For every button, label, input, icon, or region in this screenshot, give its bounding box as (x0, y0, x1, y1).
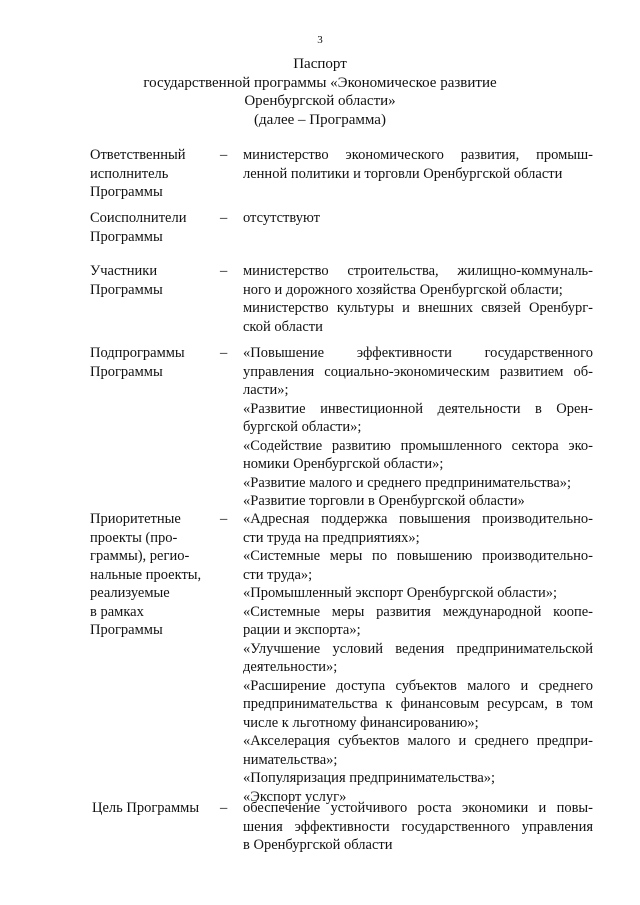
content-line: в Оренбургской области (243, 837, 393, 853)
row-content (243, 146, 593, 183)
content-line: «Улучшение условий ведения предпринимательской (243, 640, 593, 657)
row-label-line: граммы), регио- (90, 548, 190, 564)
row-label-line: реализуемые (90, 585, 170, 601)
content-line: обеспечение устойчивого роста экономики и повы- (243, 800, 593, 816)
content-line: «Повышение эффективности государственного (243, 345, 593, 361)
row-label (90, 262, 218, 299)
content-paragraph (243, 437, 593, 474)
row-content (243, 799, 593, 855)
row-label-line: Цель Программы (92, 800, 200, 816)
content-line: «Промышленный экспорт Оренбургской области»; (243, 585, 558, 601)
content-line: «Популяризация предпринимательства»; (243, 770, 496, 786)
row-label-line: Программы (90, 363, 163, 380)
content-line: сти труда»; (243, 566, 313, 583)
row-dash: – (220, 345, 228, 361)
content-line: «Акселерация субъектов малого и среднего предпри- (243, 733, 593, 749)
row-dash: – (220, 210, 228, 226)
row-content (243, 209, 593, 228)
row-label-line: исполнитель (90, 165, 169, 182)
row-label-line: Подпрограммы (90, 345, 185, 361)
document-subtitle-line: Оренбургской области» (244, 93, 396, 109)
content-paragraph (243, 510, 593, 547)
content-paragraph (243, 400, 593, 437)
content-line: ласти»; (243, 382, 289, 398)
row-label-line: Программы (90, 184, 163, 200)
content-paragraph (243, 603, 593, 640)
row-label (90, 146, 218, 202)
row-label-line: Приоритетные (90, 511, 181, 527)
content-paragraph (243, 474, 593, 493)
row-dash: – (220, 800, 228, 816)
content-line: ленной политики и торговли Оренбургской области (243, 165, 563, 182)
content-line: «Развитие торговли в Оренбургской области» (243, 493, 525, 509)
row-label (90, 209, 218, 246)
content-paragraph (243, 547, 593, 584)
content-paragraph (243, 344, 593, 400)
document-title: Паспорт (293, 56, 347, 72)
content-line: рации и экспорта»; (243, 622, 361, 638)
content-paragraph (243, 209, 593, 228)
content-line: ской области (243, 318, 323, 335)
content-paragraph (243, 146, 593, 183)
row-label-line: в рамках (90, 603, 144, 620)
content-paragraph (243, 299, 593, 336)
document-subtitle-line: государственной программы «Экономическое развитие (143, 74, 497, 91)
row-label (90, 344, 218, 381)
row-content (243, 510, 593, 806)
content-line: «Развитие инвестиционной деятельности в Орен- (243, 400, 593, 417)
content-line: министерство строительства, жилищно-коммуналь- (243, 263, 593, 279)
row-dash: – (220, 147, 228, 163)
content-line: ного и дорожного хозяйства Оренбургской области; (243, 281, 563, 298)
content-line: «Развитие малого и среднего предпринимательства»; (243, 474, 571, 491)
content-line: управления социально-экономическим развитием об- (243, 363, 593, 380)
page-number: 3 (317, 34, 323, 46)
row-label-line: Соисполнители (90, 210, 187, 226)
row-label-line: проекты (про- (90, 529, 178, 546)
content-line: сти труда на предприятиях»; (243, 529, 420, 546)
content-line: «Расширение доступа субъектов малого и среднего (243, 677, 593, 694)
content-line: отсутствуют (243, 210, 320, 226)
content-paragraph (243, 584, 593, 603)
content-line: «Системные меры по повышению производительно- (243, 548, 593, 564)
content-line: министерство культуры и внешних связей Оренбург- (243, 300, 593, 316)
row-label-line: Программы (90, 228, 163, 245)
content-paragraph (243, 769, 593, 788)
row-label (90, 510, 218, 640)
content-line: «Содействие развитию промышленного сектора эко- (243, 437, 593, 454)
content-line: числе к льготному финансированию»; (243, 714, 479, 731)
row-content (243, 262, 593, 336)
content-paragraph (243, 492, 593, 511)
content-line: «Адресная поддержка повышения производительно- (243, 511, 593, 527)
content-paragraph (243, 262, 593, 299)
content-line: «Экспорт услуг» (243, 788, 347, 805)
document-title-block (0, 55, 640, 129)
row-label-line: Программы (90, 281, 163, 298)
row-dash: – (220, 511, 228, 527)
content-paragraph (243, 640, 593, 677)
content-line: бургской области»; (243, 419, 362, 435)
content-line: шения эффективности государственного управления (243, 818, 593, 835)
content-line: номики Оренбургской области»; (243, 456, 444, 472)
content-line: министерство экономического развития, промыш- (243, 147, 593, 163)
row-dash: – (220, 263, 228, 279)
content-line: деятельности»; (243, 659, 338, 675)
row-label-line: Ответственный (90, 147, 186, 163)
content-paragraph (243, 732, 593, 769)
content-line: «Системные меры развития международной коопе- (243, 603, 593, 620)
row-label-line: Программы (90, 622, 163, 638)
row-content (243, 344, 593, 511)
content-paragraph (243, 799, 593, 855)
document-subtitle-line: (далее – Программа) (254, 111, 386, 128)
row-label-line: нальные проекты, (90, 566, 202, 583)
content-paragraph (243, 677, 593, 733)
row-label-line: Участники (90, 263, 158, 279)
row-label (92, 799, 222, 818)
content-line: нимательства»; (243, 751, 338, 768)
content-line: предпринимательства к финансовым ресурсам, в том (243, 696, 593, 712)
